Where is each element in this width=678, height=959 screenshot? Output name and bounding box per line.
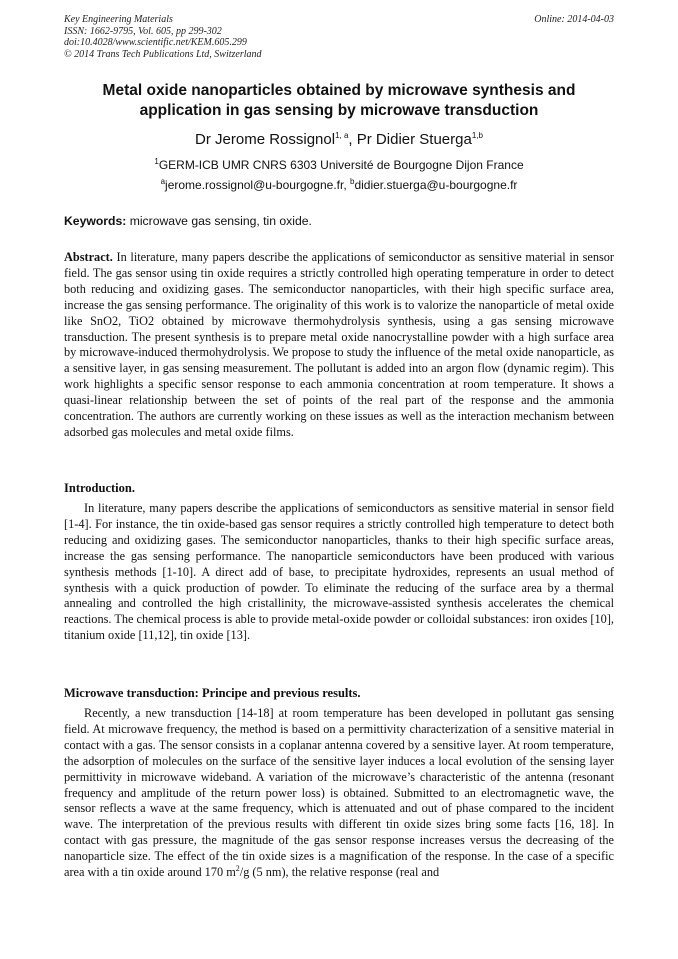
author-name: Pr Didier Stuerga: [356, 131, 472, 148]
issn-line: ISSN: 1662-9795, Vol. 605, pp 299-302: [64, 25, 222, 37]
journal-header: [64, 14, 614, 60]
journal-name: Key Engineering Materials: [64, 14, 173, 25]
affiliation: [64, 158, 614, 172]
doi-line: doi:10.4028/www.scientific.net/KEM.605.299: [64, 37, 247, 48]
unit-superscript: 2: [235, 863, 240, 873]
email-address: didier.stuerga@u-bourgogne.fr: [354, 178, 518, 192]
keywords: [64, 214, 614, 229]
paper-title: Metal oxide nanoparticles obtained by microwave synthesis and application in gas sensing by microwave transduction: [102, 82, 576, 119]
keywords-text: microwave gas sensing, tin oxide.: [126, 214, 312, 228]
email-superscript: a: [160, 177, 166, 186]
abstract-label: Abstract.: [64, 250, 113, 264]
abstract-text: In literature, many papers describe the applications of semiconductor as sensitive material in sensor field. The gas sensor using tin oxide requires a strictly controlled high operating temperature in order to detect both reducing and oxidizing gases. The semiconductor nanoparticles, with their high specific surface area, increase the gas sensing performance. The originality of this work is to valorize the nanoparticle of metal oxide like SnO2, TiO2 obtained by microwave thermohydrolysis synthesis, using a gas sensing microwave transduction. The present synthesis is to prepare metal oxide nanocrystalline powder with a high surface area by microwave-induced thermohydrolysis. We propose to study the influence of the metal oxide nanoparticle, as a sensitive layer, in gas sensing measurement. The pollutant is added into an argon flow (dynamic regim). This work highlights a specific sensor response to each ammonia concentration at room temperature. It shows a quasi-linear relationship between the set of points of the real part of the response and the ammonia concentration. The authors are currently working on these issues as well as the interaction mechanism between adsorbed gas molecules and metal oxide films.: [64, 250, 614, 439]
copyright-line: © 2014 Trans Tech Publications Ltd, Switzerland: [64, 48, 262, 60]
introduction-paragraph: In literature, many papers describe the applications of semiconductors as sensitive material in sensor field [1-4]. For instance, the tin oxide-based gas sensor requires a strictly controlled high temperature to detect both reducing and oxidizing gases. The semiconductor nanoparticles, thanks to their high specific surface areas, increase the gas sensing performance. The nanoparticle semiconductors have been produced with various synthesis methods [1-10]. A direct add of base, to precipitate hydroxides, represents an usual method of synthesis with a quick production of powder. To eliminate the reducing of the surface area by a thermal annealing and controlled the high cristallinity, the microwave-assisted synthesis accelerates the chemical reactions. The chemical process is able to provide metal-oxide powder or colloidal substances: iron oxides [10], titanium oxide [11,12], tin oxide [13].: [64, 501, 614, 643]
microwave-paragraph: [64, 706, 614, 881]
abstract: [64, 250, 614, 441]
paragraph-text: Recently, a new transduction [14-18] at room temperature has been developed in pollutant gas sensing field. At microwave frequency, the method is based on a permittivity characterization of a sensitive material in contact with a gas. The sensor consists in a coplanar antenna covered by a sensitive layer. At room temperature, the adsorption of molecules on the surface of the sensitive layer induces a local evolution of the sensing layer permittivity in microwave wideband. A variation of the microwave’s characteristic of the antenna (resonant frequency and amplitude of the return power loss) is obtained. Submitted to an electromagnetic wave, the sensor reflects a wave at the same frequency, which is attenuated and out of phase compared to the incident wave. The interpretation of the previous results with different tin oxide sizes bring some facts [16, 18]. In contact with gas pressure, the magnitude of the gas sensor response increases versus the decreasing of the nanoparticle size. The effect of the tin oxide sizes is a magnification of the response. In the case of a specific area with a tin oxide around 170 m: [64, 706, 614, 880]
keywords-label: Keywords:: [64, 214, 127, 228]
author-superscript: 1, a: [335, 131, 349, 140]
email-superscript: b: [350, 177, 355, 186]
author-separator: ,: [348, 131, 357, 148]
affiliation-superscript: 1: [154, 157, 159, 166]
author-line: [64, 131, 614, 149]
section-heading: Introduction.: [64, 481, 135, 495]
email-line: [64, 178, 614, 192]
paragraph-text: /g (5 nm), the relative response (real and: [239, 865, 440, 880]
online-date: Online: 2014-04-03: [534, 14, 614, 25]
author-name: Dr Jerome Rossignol: [195, 131, 336, 148]
author-superscript: 1,b: [471, 131, 483, 140]
section-heading: Microwave transduction: Principe and previous results.: [64, 686, 361, 700]
affiliation-text: GERM-ICB UMR CNRS 6303 Université de Bourgogne Dijon France: [158, 158, 524, 172]
email-address: jerome.rossignol@u-bourgogne.fr,: [165, 178, 350, 192]
